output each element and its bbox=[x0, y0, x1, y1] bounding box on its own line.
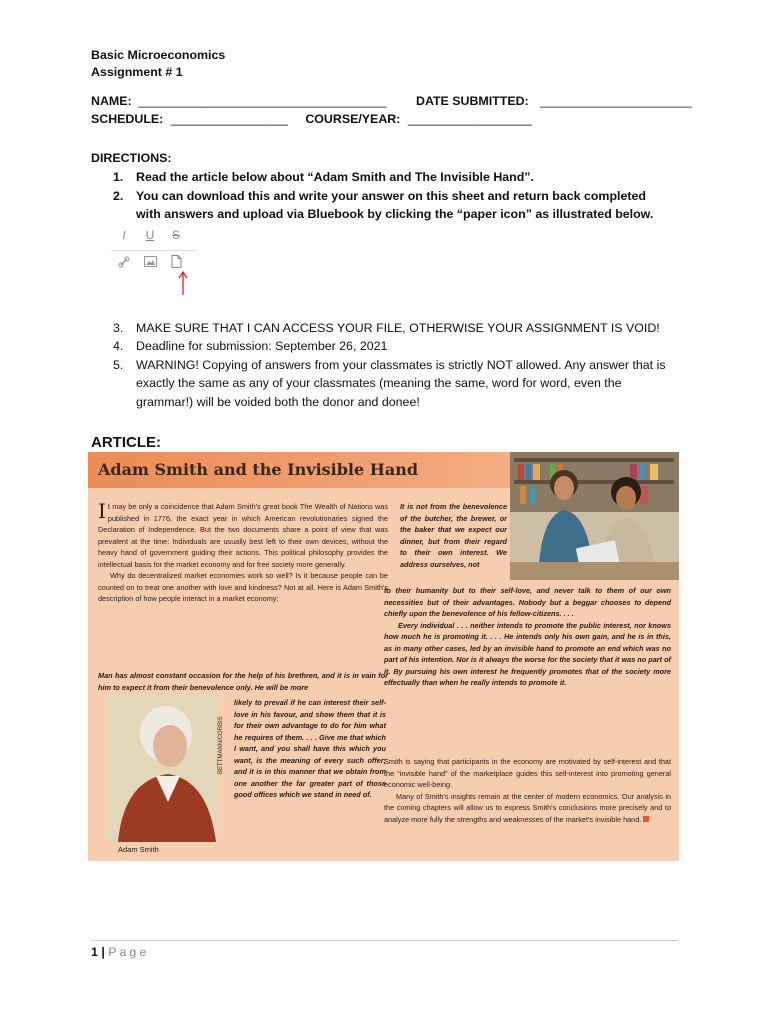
page-separator: | bbox=[101, 945, 105, 959]
image-icon bbox=[137, 256, 163, 270]
directions-list-bottom bbox=[91, 319, 671, 411]
direction-item: 5. WARNING! Copying of answers from your classmates is strictly NOT allowed. Any answer that is exactly the same as any of your classmates (meaning the same, word for word, even the grammar!) will be voided both the donor and donee! bbox=[113, 357, 666, 409]
smith-quote-1b: likely to prevail if he can interest their self-love in his favour, and show them that it is for their own advantage to do for him what he requires of them. . . . Give me that which I want, and you shall have this which you want, is the meaning of every such offer; and it is in this manner that we obtain from one another the far greater part of those good offices which we stand in need of. bbox=[234, 698, 386, 799]
underline-icon: U bbox=[145, 228, 155, 242]
link-icon bbox=[111, 256, 137, 271]
students-photo bbox=[510, 452, 679, 580]
direction-item: 3. MAKE SURE THAT I CAN ACCESS YOUR FILE, OTHERWISE YOUR ASSIGNMENT IS VOID! bbox=[113, 321, 660, 335]
name-row bbox=[91, 94, 692, 108]
name-field[interactable]: ____________________________________ bbox=[138, 94, 387, 108]
name-label: NAME: bbox=[91, 94, 132, 108]
page-number: 1 bbox=[91, 945, 98, 959]
schedule-row bbox=[91, 112, 532, 126]
course-title: Basic Microeconomics bbox=[91, 48, 226, 62]
article-intro: It may be only a coincidence that Adam Smith's great book The Wealth of Nations was published in 1776, the exact year in which American revolutionaries signed the Declaration of Independence. But the two documents share a point of view that was prevalent at the time: Individuals are usually best left to their own devices, without the heavy hand of government guiding their actions. This political philosophy provides the intellectual basis for the market economy and for free society more generally. Why do decentralized market economies work so well? Is it because people can be counted on to treat one another with love and kindness? Not at all. Here is Adam Smith's description of how people interact in a market economy: bbox=[98, 499, 388, 603]
footer-divider bbox=[91, 940, 678, 941]
smith-quote-1a: Man has almost constant occasion for the help of his brethren, and it is in vain for him to expect it from their benevolence only. He will be more bbox=[98, 671, 388, 692]
direction-item: 4. Deadline for submission: September 26, 2021 bbox=[113, 339, 388, 354]
strikethrough-icon: S bbox=[171, 228, 180, 242]
direction-item: 1. Read the article below about “Adam Smith and The Invisible Hand”. bbox=[113, 170, 534, 184]
italic-icon: I bbox=[122, 228, 126, 242]
direction-item: 2. You can download this and write your answer on this sheet and return back completed with answers and upload via Bluebook by clicking the “paper icon” as illustrated below. bbox=[113, 188, 654, 221]
directions-heading: DIRECTIONS: bbox=[91, 151, 172, 165]
schedule-field[interactable]: _________________ bbox=[170, 112, 288, 126]
article-heading: ARTICLE: bbox=[91, 434, 161, 451]
date-submitted-label: DATE SUBMITTED: bbox=[416, 94, 529, 108]
photo-credit: BETTMANN/CORBIS bbox=[218, 716, 224, 774]
adam-smith-portrait bbox=[108, 694, 218, 842]
smith-quote-2b: to their humanity but to their self-love, and never talk to them of our own necessities but of their advantages. Nobody but a beggar chooses to depend chiefly upon the benevolence of his fellow-citizens. . . . Every individual . . . neither intends to promote the public interest, nor knows how much he is promoting it. . . . He intends only his own gain, and he is in this, as in many other cases, led by an invisible hand to promote an end which was no part of his intention. Nor is it always the worse for the society that it was no part of it. By pursuing his own interest he frequently promotes that of the society more effectually than when he really intends to promote it. bbox=[384, 586, 671, 687]
smith-quote-2a: It is not from the benevolence of the butcher, the brewer, or the baker that we expect our dinner, but from their regard to their own interest. We address ourselves, not bbox=[400, 502, 507, 569]
directions-list-top bbox=[91, 168, 671, 224]
article-conclusion: Smith is saying that participants in the economy are motivated by self-interest and that the “invisible hand” of the marketplace guides this self-interest into promoting general economic well-being. Many of Smith's insights remain at the center of modern economics. Our analysis in the coming chapters will allow us to express Smith's conclusions more precisely and to analyze more fully the strengths and weaknesses of the market's invisible hand. bbox=[384, 757, 671, 824]
article-title: Adam Smith and the Invisible Hand bbox=[98, 460, 419, 479]
end-mark-icon bbox=[643, 816, 649, 822]
portrait-caption: Adam Smith bbox=[118, 845, 159, 854]
red-arrow-icon bbox=[177, 270, 189, 296]
drop-cap: I bbox=[98, 499, 106, 523]
assignment-number: Assignment # 1 bbox=[91, 65, 183, 79]
article-image bbox=[88, 452, 679, 861]
course-year-field[interactable]: __________________ bbox=[407, 112, 532, 126]
page-label: Page bbox=[108, 945, 150, 959]
paper-icon[interactable] bbox=[163, 255, 189, 271]
schedule-label: SCHEDULE: bbox=[91, 112, 164, 126]
course-year-label: COURSE/YEAR: bbox=[305, 112, 401, 126]
toolbar-illustration bbox=[111, 224, 197, 286]
date-submitted-field[interactable]: ______________________ bbox=[540, 94, 692, 108]
page-footer bbox=[91, 945, 149, 959]
